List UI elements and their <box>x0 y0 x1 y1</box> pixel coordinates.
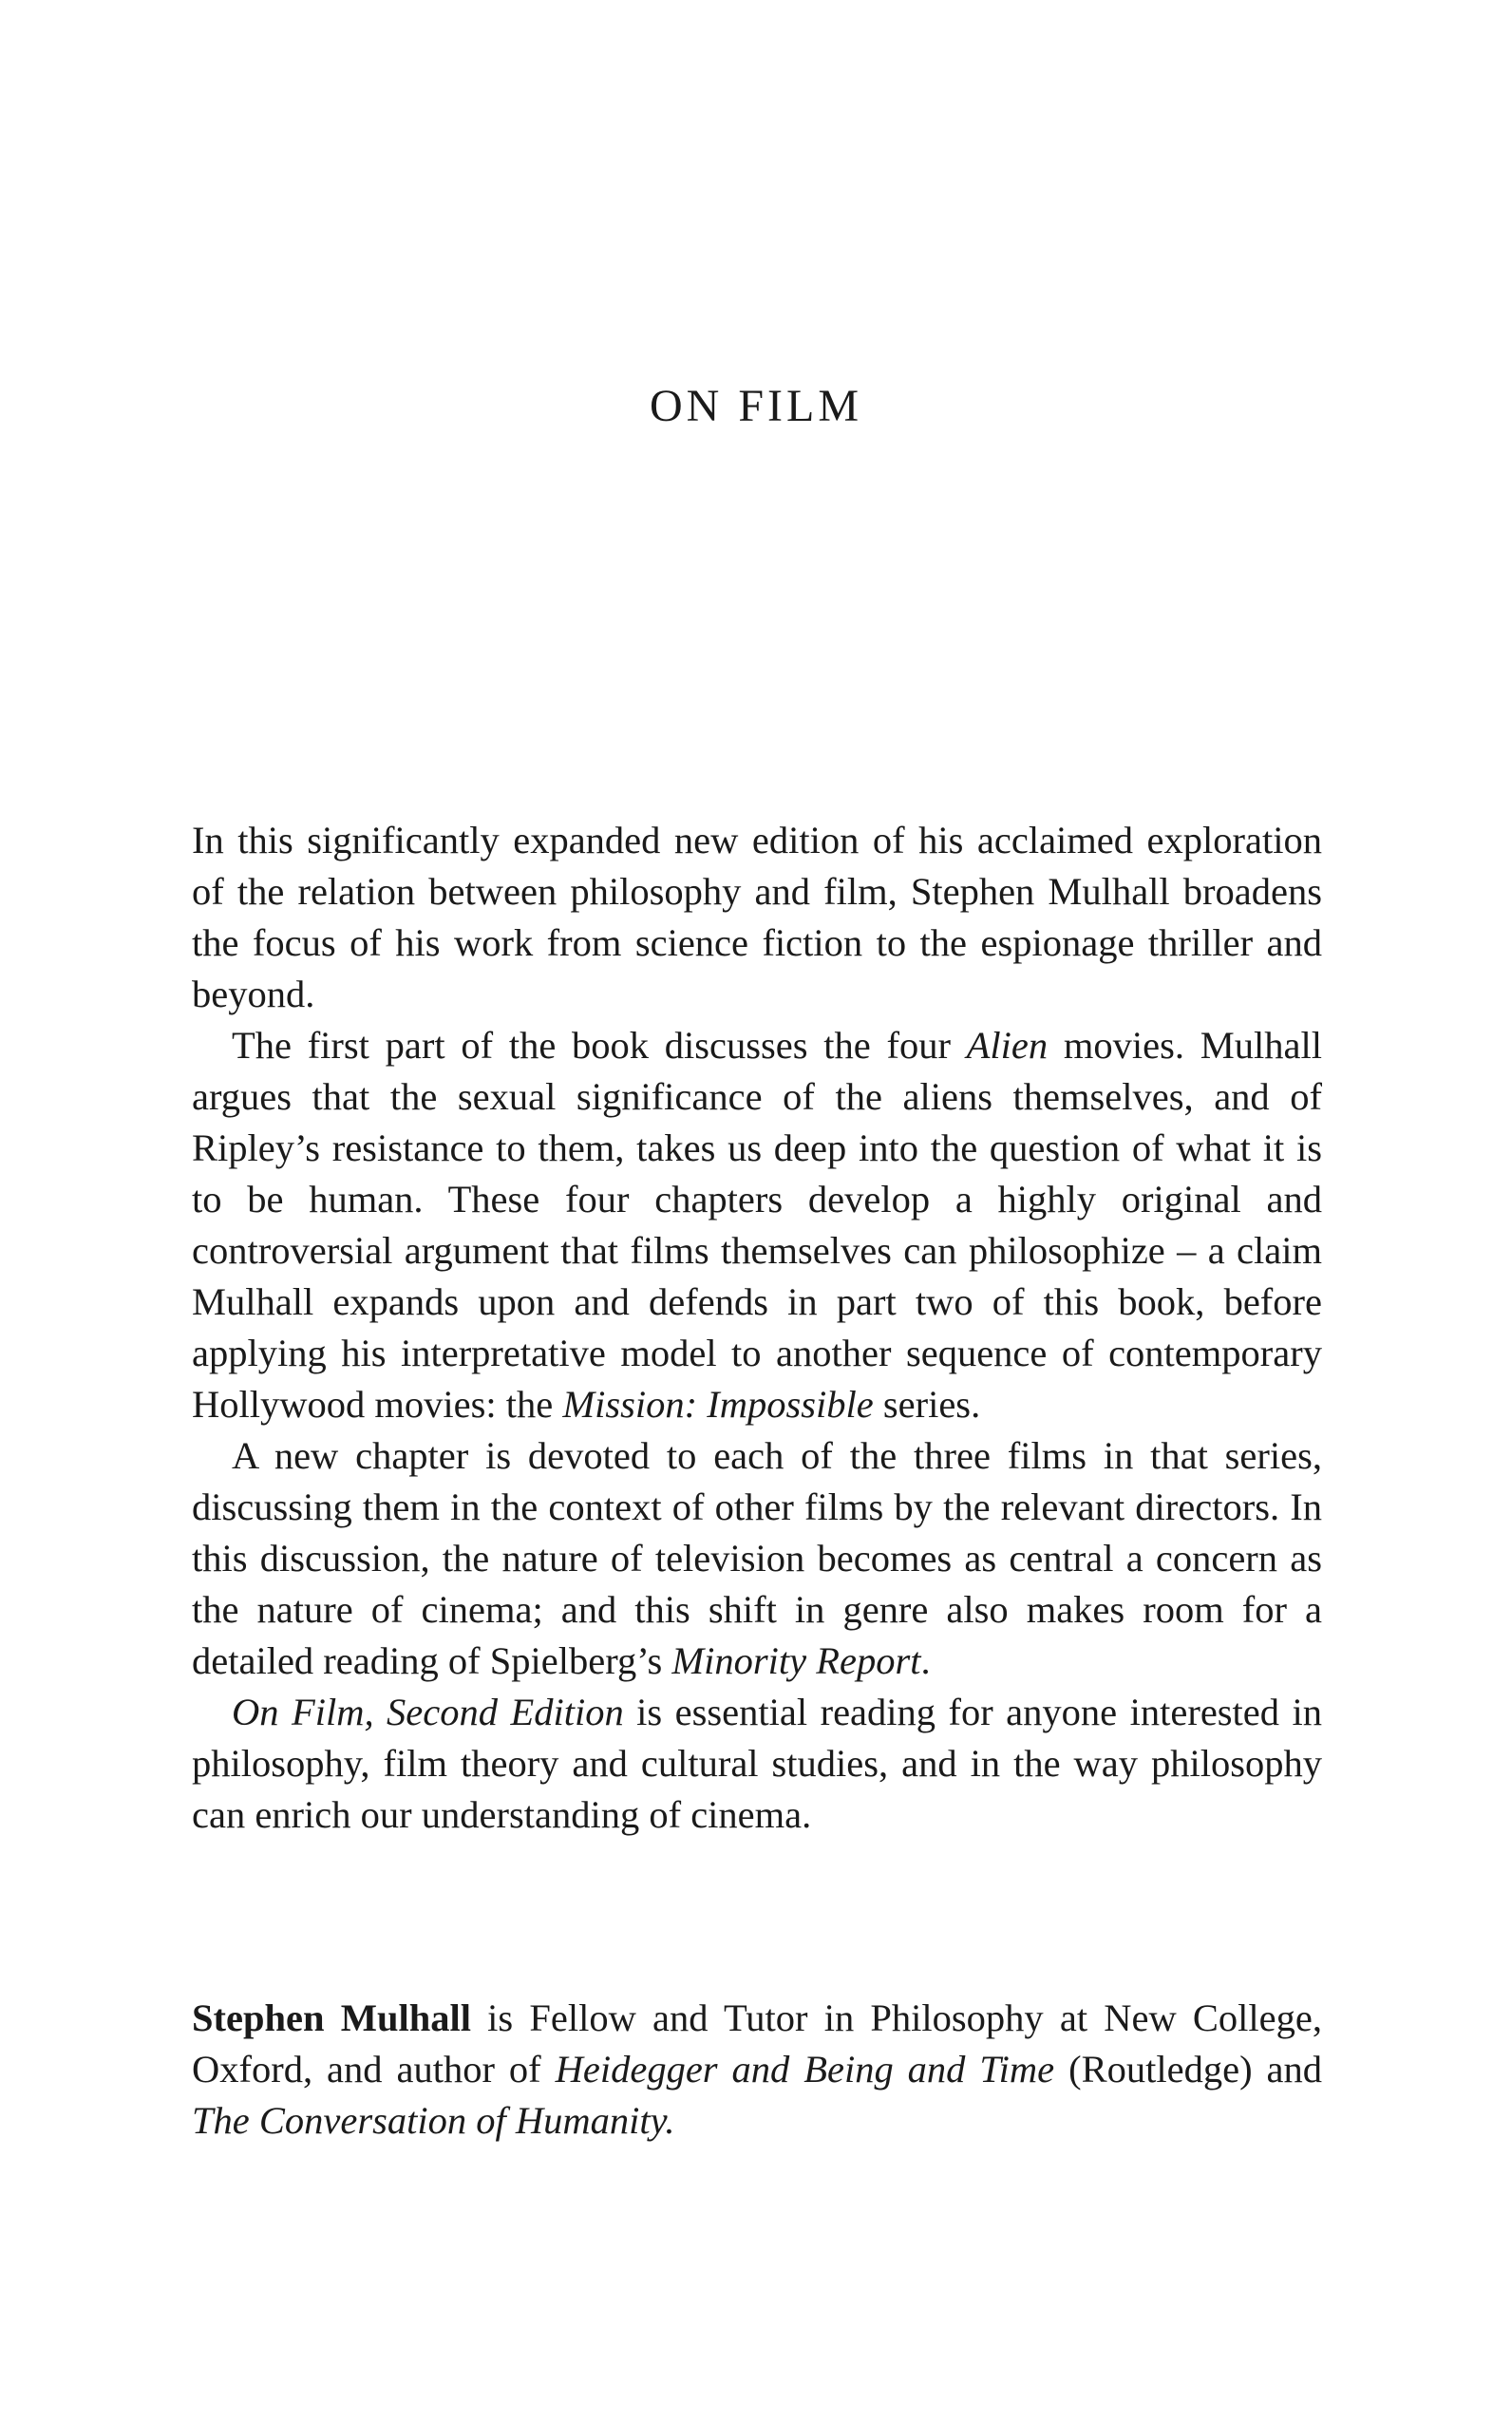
text-segment: is Fellow and Tutor in Philosophy at New College, Oxford, and author of <box>192 1996 1322 2091</box>
blurb-paragraph <box>192 1020 1322 1430</box>
text-segment: (Routledge) and <box>1054 2048 1322 2091</box>
book-title: ON FILM <box>649 381 862 431</box>
film-title: Alien <box>966 1024 1049 1067</box>
text-segment: is essential reading for anyone interested in philosophy, film theory and cultural studies, and in the way philosophy can enrich our understanding of cinema. <box>192 1691 1322 1836</box>
text-segment: movies. Mulhall argues that the sexual significance of the aliens themselves, and of Ripley’s resistance to them, takes us deep into the question of what it is to be human. These four chapters develop a highly original and controversial argument that films themselves can philosophize – a claim Mulhall expands upon and defends in part two of this book, before applying his interpretative model to another sequence of contemporary Hollywood movies: the <box>192 1024 1322 1426</box>
film-title: Minority Report <box>671 1639 921 1682</box>
author-bio <box>192 1993 1322 2147</box>
book-title-reference: Heidegger and Being and Time <box>555 2048 1055 2091</box>
blurb-paragraph <box>192 1687 1322 1841</box>
blurb <box>192 815 1322 1841</box>
text-segment: . <box>920 1639 931 1682</box>
book-title-reference: The Conversation of Humanity. <box>192 2099 675 2142</box>
text-segment: A new chapter is devoted to each of the three films in that series, discussing them in the context of other films by the relevant directors. In this discussion, the nature of television becomes as central a concern as the nature of cinema; and this shift in genre also makes room for a detailed reading of Spielberg’s <box>192 1434 1322 1682</box>
book-title-reference: On Film, Second Edition <box>232 1691 624 1733</box>
text-segment: The first part of the book discusses the four <box>232 1024 967 1067</box>
text-segment: In this significantly expanded new edition of his acclaimed exploration of the relation between philosophy and film, Stephen Mulhall broadens the focus of his work from science fiction to the espionage thriller and beyond. <box>192 819 1322 1015</box>
author-name: Stephen Mulhall <box>192 1996 471 2039</box>
text-segment: series. <box>873 1383 981 1426</box>
blurb-paragraph <box>192 1430 1322 1687</box>
film-title: Mission: Impossible <box>562 1383 874 1426</box>
blurb-paragraph <box>192 815 1322 1020</box>
